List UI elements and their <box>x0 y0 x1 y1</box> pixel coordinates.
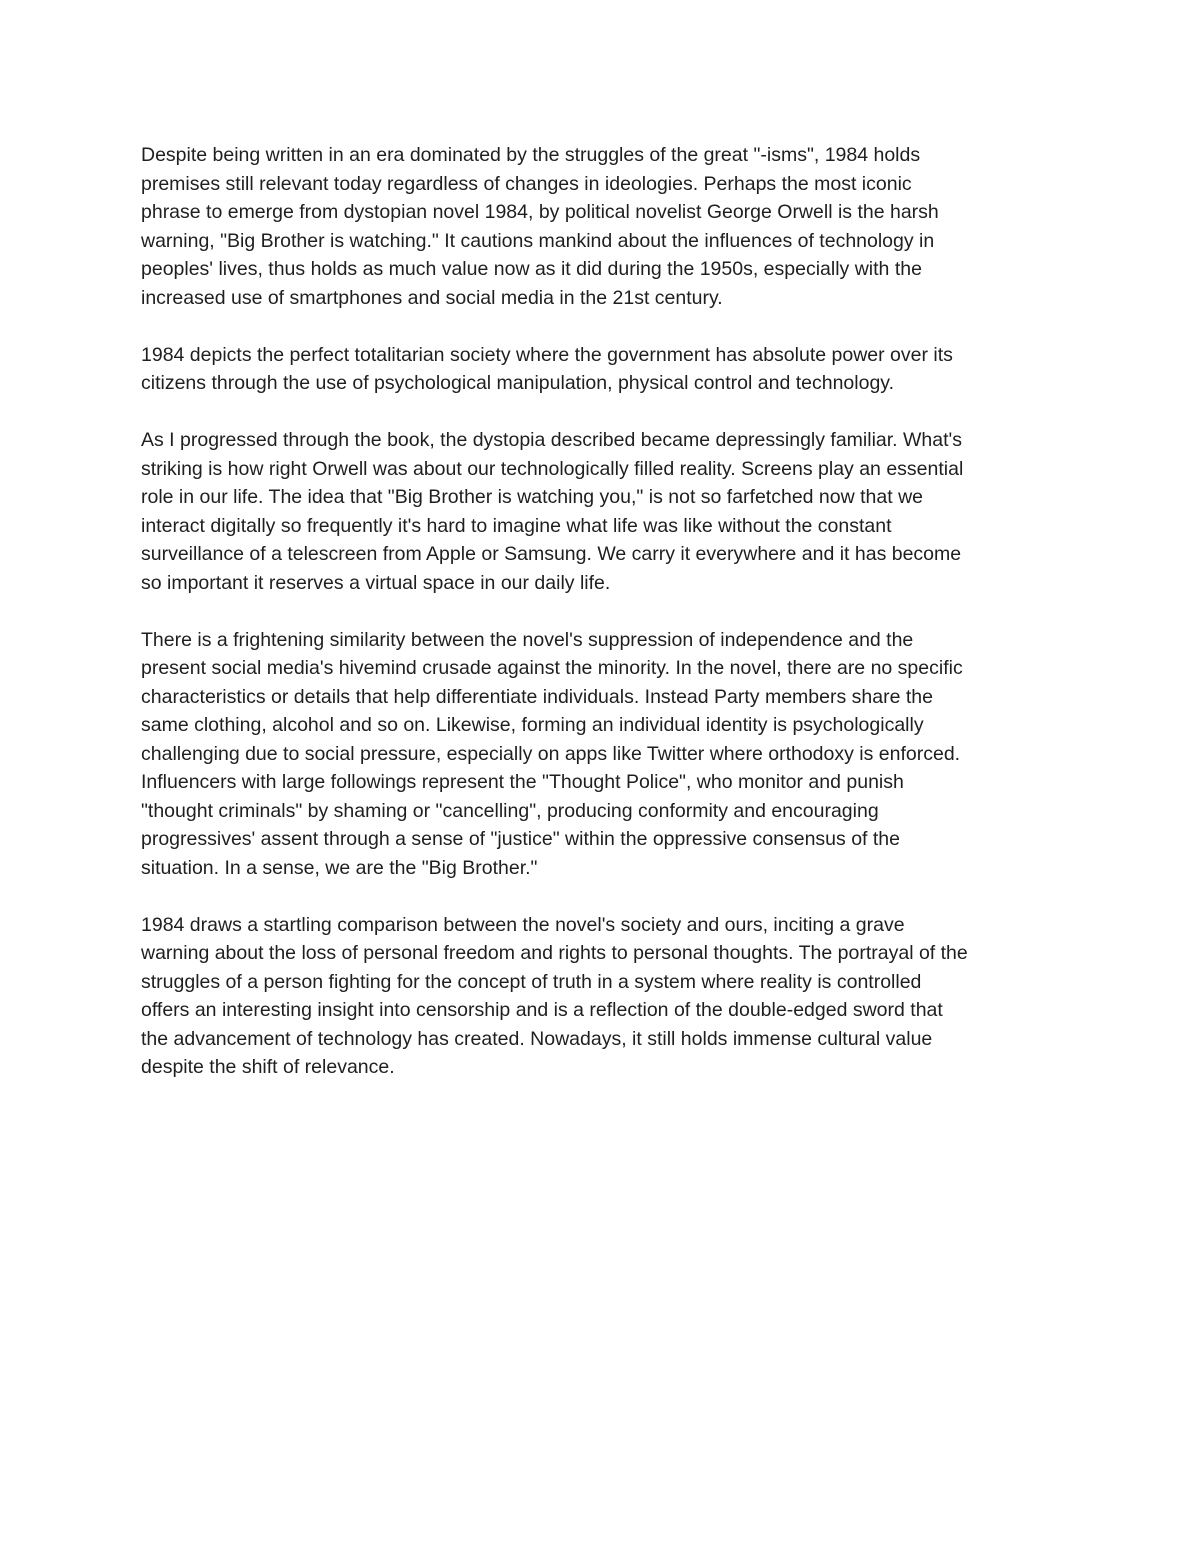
text-line: despite the shift of relevance. <box>141 1056 395 1078</box>
text-line: present social media's hivemind crusade against the minority. In the novel, there are no specific <box>141 657 963 679</box>
document-body <box>141 141 1071 1110</box>
text-line: role in our life. The idea that "Big Brother is watching you," is not so farfetched now that we <box>141 486 923 508</box>
text-line: 1984 depicts the perfect totalitarian society where the government has absolute power over its <box>141 343 953 366</box>
paragraph-5 <box>141 911 1071 1082</box>
text-line: Influencers with large followings represent the "Thought Police", who monitor and punish <box>141 771 904 793</box>
text-line: struggles of a person fighting for the concept of truth in a system where reality is controlled <box>141 970 922 993</box>
text-line: offers an interesting insight into censorship and is a reflection of the double-edged sword that <box>141 999 943 1021</box>
text-line: Despite being written in an era dominated by the struggles of the great "-isms", 1984 holds <box>141 144 921 166</box>
text-line: same clothing, alcohol and so on. Likewise, forming an individual identity is psychologically <box>141 714 924 736</box>
text-line: the advancement of technology has created. Nowadays, it still holds immense cultural value <box>141 1027 933 1050</box>
text-line: so important it reserves a virtual space in our daily life. <box>141 571 611 594</box>
text-line: premises still relevant today regardless of changes in ideologies. Perhaps the most iconic <box>141 172 912 195</box>
text-line: increased use of smartphones and social media in the 21st century. <box>141 286 723 309</box>
text-line: 1984 draws a startling comparison between the novel's society and ours, inciting a grave <box>141 913 905 936</box>
text-line: interact digitally so frequently it's hard to imagine what life was like without the constant <box>141 514 892 537</box>
text-line: There is a frightening similarity between the novel's suppression of independence and the <box>141 628 914 651</box>
text-line: peoples' lives, thus holds as much value now as it did during the 1950s, especially with the <box>141 258 922 280</box>
paragraph-2 <box>141 341 1071 398</box>
text-line: characteristics or details that help differentiate individuals. Instead Party members share the <box>141 685 933 708</box>
text-line: situation. In a sense, we are the "Big Brother." <box>141 856 538 879</box>
text-line: striking is how right Orwell was about our technologically filled reality. Screens play an essential <box>141 457 964 480</box>
text-line: citizens through the use of psychological manipulation, physical control and technology. <box>141 372 895 394</box>
paragraph-3 <box>141 426 1071 597</box>
text-line: challenging due to social pressure, especially on apps like Twitter where orthodoxy is enforced. <box>141 742 961 765</box>
text-line: warning, "Big Brother is watching." It cautions mankind about the influences of technology in <box>141 229 935 252</box>
text-line: warning about the loss of personal freedom and rights to personal thoughts. The portrayal of the <box>141 942 968 964</box>
text-line: surveillance of a telescreen from Apple or Samsung. We carry it everywhere and it has become <box>141 543 962 565</box>
text-line: progressives' assent through a sense of "justice" within the oppressive consensus of the <box>141 828 900 850</box>
text-line: As I progressed through the book, the dystopia described became depressingly familiar. What's <box>141 429 962 451</box>
text-line: "thought criminals" by shaming or "cancelling", producing conformity and encouraging <box>141 799 879 822</box>
text-line: phrase to emerge from dystopian novel 1984, by political novelist George Orwell is the harsh <box>141 201 939 223</box>
paragraph-1 <box>141 141 1071 312</box>
paragraph-4 <box>141 626 1071 883</box>
